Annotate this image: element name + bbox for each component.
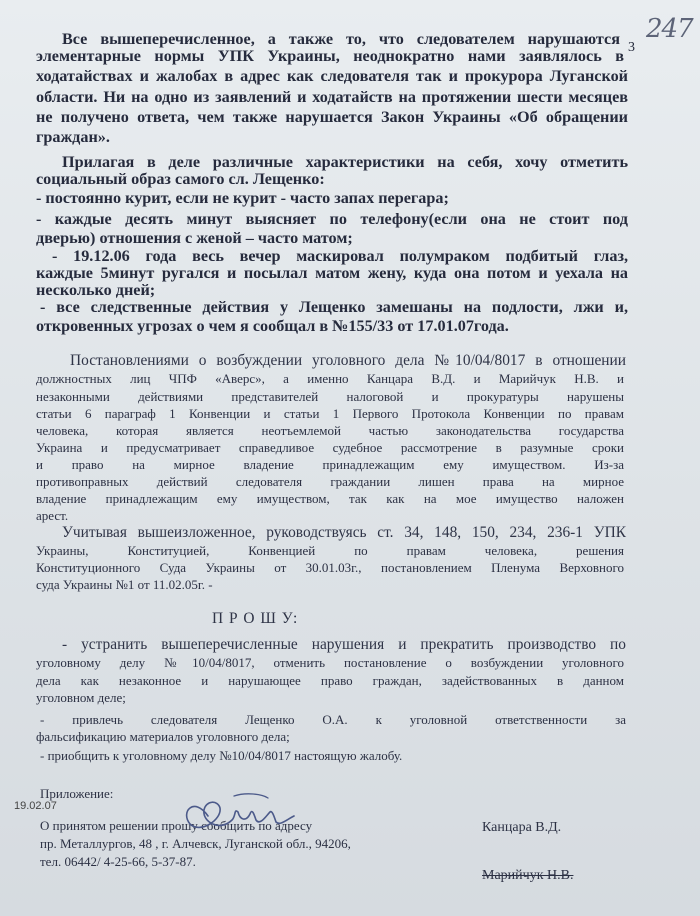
attachment-label: Приложение: [40,786,114,801]
paragraph-line: и право на мирное владение принадлежащим ему имуществом. Из-за [36,457,624,472]
bold-line: социальный образ самого сл. Лещенко: [36,170,325,188]
paragraph-line: владение принадлежащим ему имуществом, так как на мое имущество наложен [36,491,624,506]
document-date: 19.02.07 [14,800,57,812]
paragraph-line: противоправных действий следователя граждании лишен права на мирное [36,474,624,489]
paragraph-line: человека, которая является неотъемлемой частью законодательства государства [36,423,624,438]
paragraph-line: арест. [36,508,69,523]
bold-line: - каждые десять минут выясняет по телефону(если она не стоит под [36,210,628,228]
request-line: уголовном деле; [36,690,126,705]
handwritten-page-number: 247 [646,14,693,44]
request-line: дела как незаконное и нарушающее право граждан, задействованных в данном [36,673,624,688]
request-line: фальсификацию материалов уголовного дела; [36,729,290,744]
address-line: О принятом решении прошу сообщить по адресу [40,818,313,833]
bold-line: области. Ни на одно из заявлений и ходатайств на протяжении шести месяцев [36,88,628,106]
request-line: уголовному делу №10/04/8017, отменить постановление о возбуждении уголовного [36,655,624,670]
paragraph-line: незаконными действиями представителей налоговой и прокуратуры нарушены [36,389,624,404]
bold-line: - постоянно курит, если не курит - часто запах перегара; [36,189,449,207]
bold-line: - 19.12.06 года весь вечер маскировал полумраком подбитый глаз, [52,247,628,265]
bold-line: - все следственные действия у Лещенко замешаны на подлости, лжи и, [40,298,628,316]
signatory-name: Канцара В.Д. [482,820,562,835]
paragraph-line: статьи 6 параграф 1 Конвенции и статьи 1 Первого Протокола Конвенции по правам [36,406,624,421]
request-line: - привлечь следователя Лещенко О.А. к уголовной ответственности за [40,712,626,727]
bold-line: ходатайствах и жалобах в адрес как следователя так и прокурора Луганской [36,67,628,85]
bold-line: Все вышеперечисленное, а также то, что следователем нарушаются [62,30,620,48]
paragraph-line: Постановлениями о возбуждении уголовного дела №10/04/8017 в отношении [70,352,626,369]
paragraph-line: Украины, Конституцией, Конвенцией по правам человека, решения [36,543,624,558]
bold-line: несколько дней; [36,281,156,299]
paragraph-line: Украина и предусматривает справедливое судебное рассмотрение в разумные сроки [36,440,624,455]
page-number: 3 [628,40,635,55]
address-line: пр. Металлургов, 48 , г. Алчевск, Луганской обл., 94206, [40,836,351,851]
bold-line: откровенных угрозах о чем я сообщал в №155/33 от 17.01.07года. [36,317,509,335]
handwritten-signature [176,786,306,840]
request-heading: П Р О Ш У: [212,610,299,627]
bold-line: Прилагая в деле различные характеристики на себя, хочу отметить [62,153,628,171]
request-line: - приобщить к уголовному делу №10/04/8017 настоящую жалобу. [40,748,403,763]
request-line: - устранить вышеперечисленные нарушения и прекратить производство по [62,636,626,653]
address-line: тел. 06442/ 4-25-66, 5-37-87. [40,854,196,869]
paragraph-line: Учитывая вышеизложенное, руководствуясь ст. 34, 148, 150, 234, 236-1 УПК [62,524,626,541]
bold-line: каждые 5минут ругался и посылал матом жену, куда она потом и уехала на [36,264,628,282]
bold-line: дверью) отношения с женой – часто матом; [36,229,353,247]
paragraph-line: должностных лиц ЧПФ «Аверс», а именно Канцара В.Д. и Марийчук Н.В. и [36,371,624,386]
bold-line: не получено ответа, чем также нарушается Закон Украины «Об обращении [36,108,628,126]
paragraph-line: суда Украины №1 от 11.02.05г. - [36,577,213,592]
paragraph-line: Конституционного Суда Украины от 30.01.03г., постановлением Пленума Верховного [36,560,624,575]
signatory-name-struck: Марийчук Н.В. [482,868,574,883]
bold-line: элементарные нормы УПК Украины, неоднократно нами заявлялось в [36,47,624,65]
bold-line: граждан». [36,128,110,146]
